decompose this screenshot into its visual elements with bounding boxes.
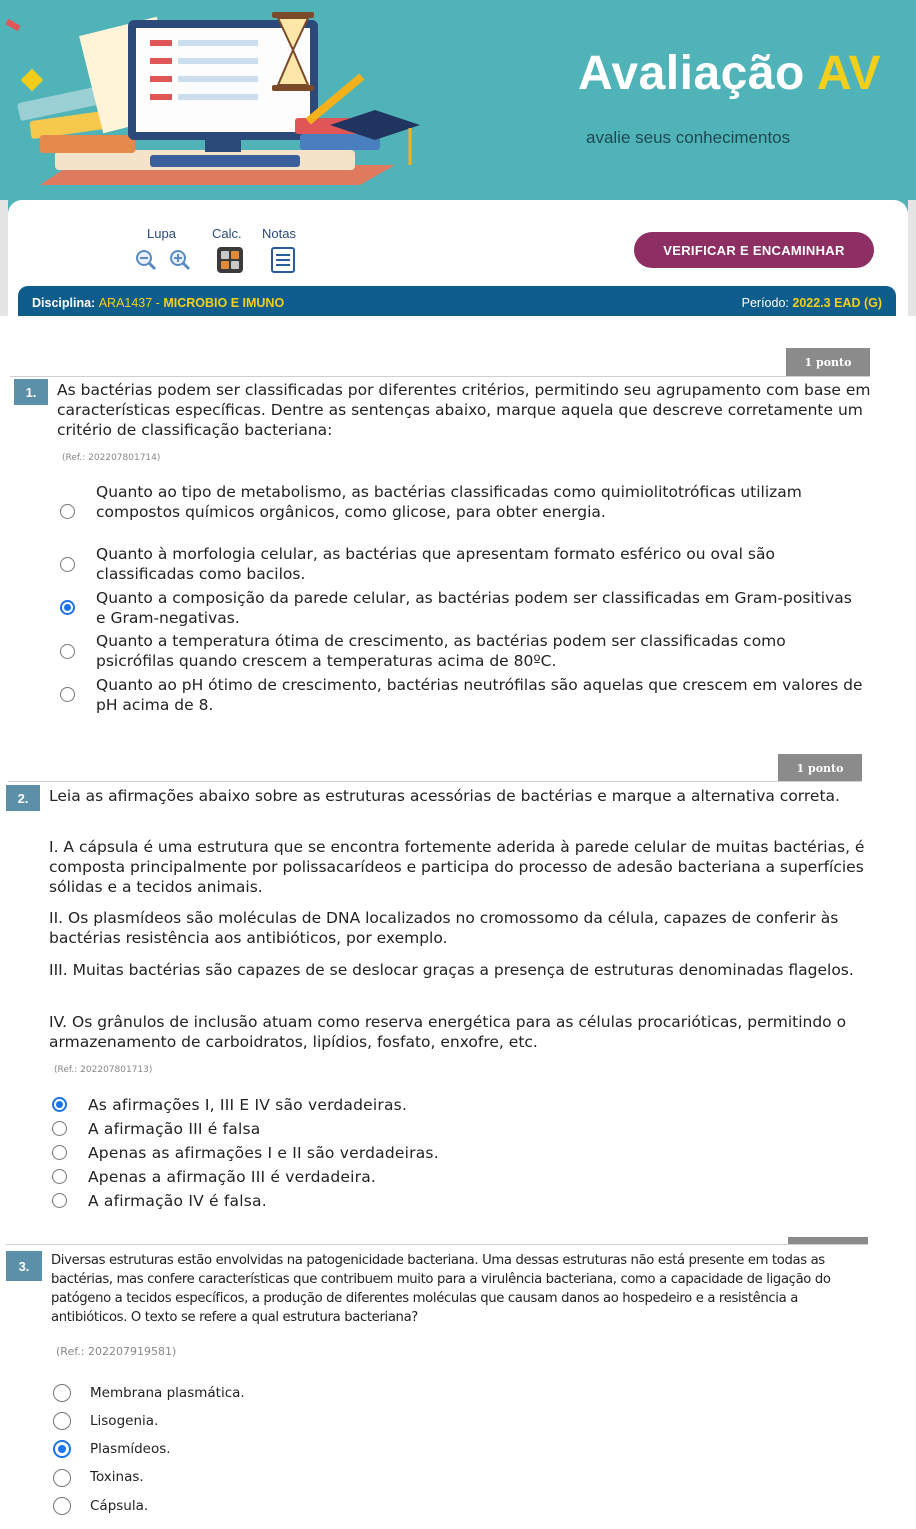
periodo-value: 2022.3 EAD (G)	[792, 296, 882, 310]
periodo-label: Período:	[741, 296, 789, 310]
option-radio[interactable]	[60, 644, 75, 659]
option-label[interactable]: Lisogenia.	[90, 1413, 159, 1429]
question-ref: (Ref.: 202207801713)	[54, 1065, 153, 1075]
zoom-out-icon[interactable]	[134, 248, 158, 272]
calculator-icon[interactable]	[216, 246, 244, 274]
option-label[interactable]: Quanto a composição da parede celular, as bactérias podem ser classificadas em Gram-positivas e Gram-negativas.	[96, 589, 852, 627]
option-radio-selected[interactable]	[60, 600, 75, 615]
discipline-bar	[18, 286, 896, 316]
lupa-label: Lupa	[147, 226, 176, 241]
option-radio[interactable]	[60, 504, 75, 519]
question-ref: (Ref.: 202207919581)	[56, 1345, 177, 1358]
option-label[interactable]: Quanto ao pH ótimo de crescimento, bactérias neutrófilas são aquelas que crescem em valores de pH acima de 8.	[96, 676, 863, 714]
option-label[interactable]: Quanto à morfologia celular, as bactérias que apresentam formato esférico ou oval são classificadas como bacilos.	[96, 545, 775, 583]
question-number: 3.	[6, 1251, 42, 1281]
statement-paragraph: I. A cápsula é uma estrutura que se encontra fortemente aderida à parede celular de muitas bactérias, é composta principalmente por polissacarídeos e participa do processo de adesão bacteriana a superfícies sólidas e a tecidos animais.	[49, 838, 865, 896]
option-label[interactable]: Apenas a afirmação III é verdadeira.	[88, 1168, 377, 1186]
question-statement: As bactérias podem ser classificadas por diferentes critérios, permitindo seu agrupamento com base em características específicas. Dentre as sentenças abaixo, marque aquela que descreve corretamente um critério de classificação bacteriana:	[57, 381, 871, 439]
page-subtitle: avalie seus conhecimentos	[586, 128, 791, 147]
option-label[interactable]: Membrana plasmática.	[90, 1385, 245, 1401]
question-divider	[10, 376, 870, 377]
option-radio[interactable]	[52, 1145, 67, 1160]
option-label[interactable]: A afirmação III é falsa	[88, 1120, 261, 1138]
option-label[interactable]: Quanto a temperatura ótima de crescimento, as bactérias podem ser classificadas como psicrófilas quando crescem a temperaturas acima de 80ºC.	[96, 632, 786, 670]
discipline-name: MICROBIO E IMUNO	[163, 296, 285, 310]
option-radio[interactable]	[52, 1169, 67, 1184]
notas-label: Notas	[262, 226, 296, 241]
option-radio[interactable]	[52, 1121, 67, 1136]
verify-submit-button[interactable]: VERIFICAR E ENCAMINHAR	[634, 232, 874, 268]
option-radio[interactable]	[53, 1384, 71, 1402]
calc-label: Calc.	[212, 226, 242, 241]
period-info	[742, 296, 882, 310]
option-radio[interactable]	[53, 1497, 71, 1515]
option-label[interactable]: Cápsula.	[90, 1498, 149, 1514]
notes-icon[interactable]	[270, 246, 296, 274]
option-label[interactable]: A afirmação IV é falsa.	[88, 1192, 267, 1210]
question-number: 2.	[6, 785, 40, 811]
statement-paragraph: IV. Os grânulos de inclusão atuam como reserva energética para as células procarióticas, permitindo o armazenamento de carboidratos, lipídios, fosfato, enxofre, etc.	[49, 1013, 847, 1051]
exam-illustration	[0, 0, 470, 200]
zoom-in-icon[interactable]	[168, 248, 192, 272]
question-number: 1.	[14, 379, 48, 405]
left-gutter	[0, 200, 8, 316]
statement-paragraph: III. Muitas bactérias são capazes de se deslocar graças a presença de estruturas denominadas flagelos.	[49, 961, 854, 979]
option-radio-selected[interactable]	[52, 1097, 67, 1112]
option-radio[interactable]	[60, 557, 75, 572]
option-label[interactable]: Apenas as afirmações I e II são verdadeiras.	[88, 1144, 439, 1162]
points-badge: 1 ponto	[778, 754, 862, 782]
option-label[interactable]: Toxinas.	[90, 1469, 144, 1485]
option-radio-selected[interactable]	[53, 1440, 71, 1458]
option-label[interactable]: Plasmídeos.	[90, 1441, 171, 1457]
question-statement: Leia as afirmações abaixo sobre as estruturas acessórias de bactérias e marque a alternativa correta.	[49, 787, 840, 805]
disciplina-label: Disciplina:	[32, 296, 96, 310]
option-radio[interactable]	[52, 1193, 67, 1208]
header-banner	[0, 0, 916, 220]
right-gutter	[908, 200, 916, 316]
question-divider	[8, 781, 862, 782]
question-statement: Diversas estruturas estão envolvidas na patogenicidade bacteriana. Uma dessas estruturas não está presente em todas as bactérias, mas confere características que contribuem muito para a virulência bacteriana, como a capacidade de ligação do patógeno a tecidos específicos, a produção de diferentes moléculas que causam danos ao hospedeiro e a resistência a antibióticos. O texto se refere a qual estrutura bacteriana?	[51, 1253, 831, 1325]
points-badge: 1 ponto	[786, 348, 870, 376]
option-radio[interactable]	[53, 1469, 71, 1487]
statement-paragraph: II. Os plasmídeos são moléculas de DNA localizados no cromossomo da célula, capazes de conferir às bactérias resistência aos antibióticos, por exemplo.	[49, 909, 839, 947]
question-ref: (Ref.: 202207801714)	[62, 453, 161, 463]
option-radio[interactable]	[53, 1412, 71, 1430]
page-title-accent: AV	[816, 47, 882, 100]
option-radio[interactable]	[60, 687, 75, 702]
question-divider	[6, 1244, 868, 1245]
discipline-info	[32, 296, 284, 310]
option-label[interactable]: As afirmações I, III E IV são verdadeiras.	[88, 1096, 408, 1114]
discipline-code: ARA1437 -	[98, 296, 160, 310]
page-title: Avaliação AV	[578, 47, 882, 100]
option-label[interactable]: Quanto ao tipo de metabolismo, as bactérias classificadas como quimiolitotróficas utilizam compostos químicos orgânicos, como glicose, para obter energia.	[96, 483, 802, 521]
